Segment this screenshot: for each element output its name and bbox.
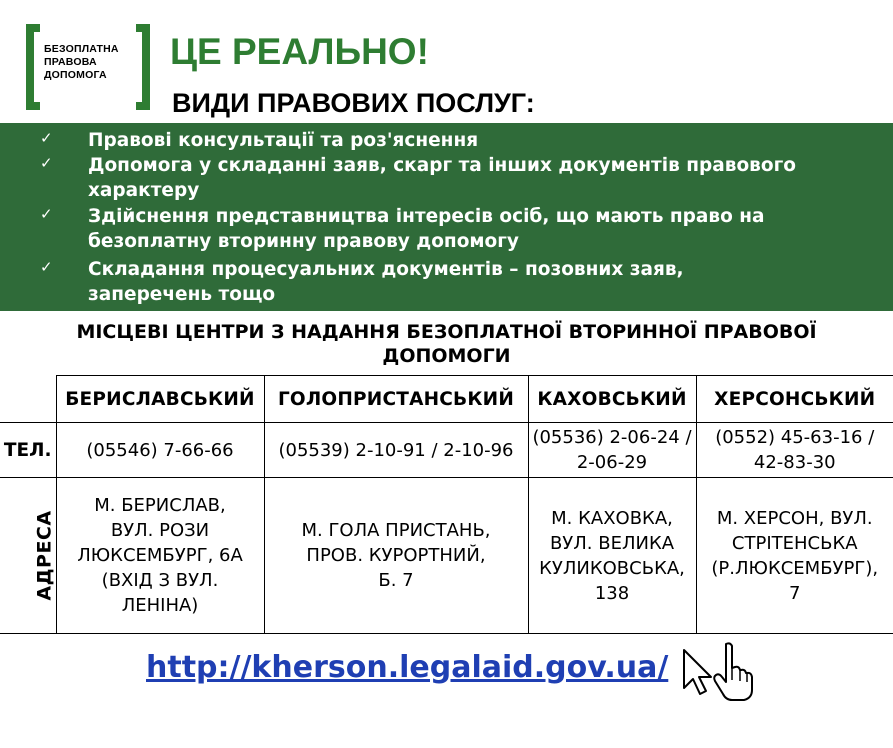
- service-text: Правові консультації та роз'яснення: [88, 130, 479, 151]
- address-line: 138: [594, 582, 630, 604]
- address-line: ВУЛ. ВЕЛИКА: [549, 532, 675, 554]
- logo-bracket-left: [26, 24, 40, 110]
- address-cell: [56, 478, 264, 634]
- tel-line: (05539) 2-10-91 / 2-10-96: [278, 439, 514, 461]
- services-band: [0, 123, 893, 311]
- service-text: Допомога у складанні заяв, скарг та інших документів правового: [88, 155, 796, 176]
- check-icon: ✓: [40, 205, 53, 223]
- address-cell: [264, 478, 528, 634]
- tel-cell: [264, 423, 528, 478]
- service-text: безоплатну вторинну правову допомогу: [88, 231, 519, 252]
- check-icon: ✓: [40, 258, 53, 276]
- logo-bracket-right: [136, 24, 150, 110]
- center-name: ХЕРСОНСЬКИЙ: [696, 376, 893, 423]
- address-cell: [696, 478, 893, 634]
- legal-aid-logo: [26, 24, 150, 110]
- check-icon: ✓: [40, 129, 53, 147]
- tel-cell: [56, 423, 264, 478]
- tel-line: 42-83-30: [753, 452, 836, 473]
- address-cell: [528, 478, 696, 634]
- services-title: ВИДИ ПРАВОВИХ ПОСЛУГ:: [172, 88, 535, 118]
- address-line: СТРІТЕНСЬКА: [731, 532, 858, 554]
- tel-cell: [696, 423, 893, 478]
- slogan: ЦЕ РЕАЛЬНО!: [170, 31, 429, 72]
- table-row-address: [0, 478, 893, 634]
- address-label: АДРЕСА: [33, 510, 56, 601]
- centers-heading: МІСЦЕВІ ЦЕНТРИ З НАДАННЯ БЕЗОПЛАТНОЇ ВТОРИННОЇ ПРАВОВОЇ ДОПОМОГИ: [76, 321, 817, 367]
- logo-line: ДОПОМОГА: [44, 69, 107, 81]
- table-row-tel: [0, 423, 893, 478]
- address-line: (Р.ЛЮКСЕМБУРГ),: [711, 557, 879, 579]
- address-line: (ВХІД З ВУЛ.: [101, 570, 219, 591]
- address-line: ВУЛ. РОЗИ: [110, 520, 210, 541]
- address-line: М. ГОЛА ПРИСТАНЬ,: [301, 520, 491, 541]
- center-name: БЕРИСЛАВСЬКИЙ: [56, 376, 264, 423]
- address-line: М. ХЕРСОН, ВУЛ.: [716, 507, 873, 529]
- address-line: 7: [789, 582, 801, 604]
- address-line: Б. 7: [378, 570, 414, 591]
- service-text: Здійснення представництва інтересів осіб, що мають право на: [88, 206, 765, 227]
- tel-label: ТЕЛ.: [0, 423, 56, 478]
- address-label-cell: [0, 478, 56, 634]
- tel-line: (05546) 7-66-66: [86, 439, 234, 461]
- tel-cell: [528, 423, 696, 478]
- service-text: Складання процесуальних документів – позовних заяв,: [88, 259, 684, 280]
- tel-line: (05536) 2-06-24 /: [532, 427, 692, 448]
- table-corner-cell: [0, 376, 56, 423]
- address-line: ЛЮКСЕМБУРГ, 6А: [77, 545, 243, 566]
- tel-line: 2-06-29: [576, 452, 648, 473]
- logo-line: ПРАВОВА: [44, 56, 97, 68]
- website-link[interactable]: http://kherson.legalaid.gov.ua/: [146, 650, 669, 685]
- address-line: ПРОВ. КУРОРТНИЙ,: [306, 545, 486, 566]
- pointer-hand-icon: [680, 640, 760, 702]
- tel-line: (0552) 45-63-16 /: [715, 427, 875, 448]
- center-name: ГОЛОПРИСТАНСЬКИЙ: [264, 376, 528, 423]
- table-header-row: [0, 376, 893, 423]
- address-line: КУЛИКОВСЬКА,: [539, 557, 685, 579]
- check-icon: ✓: [40, 154, 53, 172]
- center-name: КАХОВСЬКИЙ: [528, 376, 696, 423]
- centers-table: [0, 375, 893, 634]
- service-text: характеру: [88, 180, 200, 201]
- service-text: заперечень тощо: [88, 284, 276, 305]
- logo-text: [44, 43, 136, 82]
- address-line: ЛЕНІНА): [121, 595, 199, 616]
- address-line: М. БЕРИСЛАВ,: [94, 495, 226, 516]
- logo-line: БЕЗОПЛАТНА: [44, 43, 119, 55]
- address-line: М. КАХОВКА,: [551, 507, 673, 529]
